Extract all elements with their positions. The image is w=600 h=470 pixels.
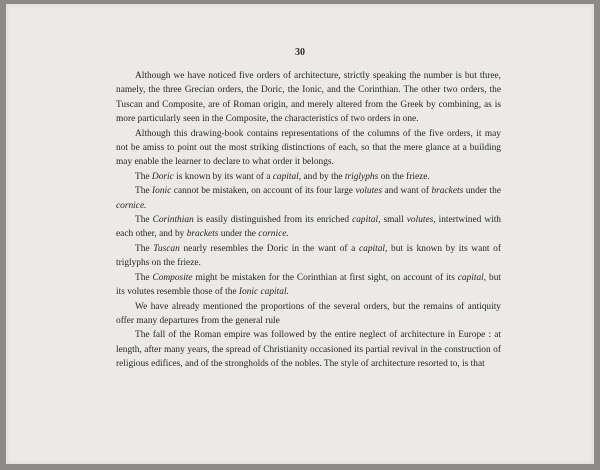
text-run: but its volutes resemble those of the <box>116 272 501 298</box>
paragraph <box>116 184 501 213</box>
text-run: We have already mentioned the proportions of the several orders, but the remains of antiquity offer many departures from the general rule <box>116 301 501 326</box>
paragraph <box>116 69 501 127</box>
text-run: on the frieze. <box>378 171 430 182</box>
italic-term: cornice. <box>258 229 289 240</box>
paragraph <box>116 300 501 329</box>
text-run: Although we have noticed five orders of architecture, strictly speaking the number is but three, namely, the three Grecian orders, the Doric, the Ionic, and the Corinthian. The other two orders, the Tuscan and Composite, are of Roman origin, and merely altered from the Greek by combining, as is more particularly seen in the Composite, the characteristics of two orders in one. <box>116 71 501 125</box>
italic-term: capital <box>272 171 299 182</box>
italic-term: volutes, <box>406 215 436 226</box>
italic-term: volutes <box>355 186 382 197</box>
italic-term: brackets <box>186 229 219 240</box>
text-run: The <box>135 171 152 182</box>
italic-term: Composite <box>152 272 193 283</box>
text-run: Although this drawing-book contains representations of the columns of the five orders, it may not be amiss to point out the most striking distinctions of each, so that the mere glance at a building may enable the learner to declare to what order it belongs. <box>116 128 501 168</box>
italic-term: Corinthian <box>152 215 194 226</box>
paragraph <box>116 170 501 184</box>
italic-term: Tuscan <box>153 243 180 254</box>
text-run: The <box>135 272 153 283</box>
italic-term: triglyphs <box>344 171 379 182</box>
text-run: The <box>135 243 154 254</box>
paragraph <box>116 271 501 300</box>
italic-term: brackets <box>431 186 464 197</box>
text-run: under the <box>463 186 501 197</box>
text-run: and want of <box>382 186 432 197</box>
text-run: small <box>380 215 407 226</box>
document-page <box>6 4 594 464</box>
italic-term: Ionic capital. <box>238 287 289 298</box>
italic-term: capital, <box>352 215 381 226</box>
text-run: under the <box>218 229 259 240</box>
text-run: nearly resembles the Doric in the want of a <box>179 243 359 254</box>
text-run: might be mistaken for the Corinthian at first sight, on account of its <box>192 272 458 283</box>
body-text <box>116 69 501 372</box>
text-run: cannot be mistaken, on account of its four large <box>171 186 356 197</box>
text-run: is easily distinguished from its enriched <box>193 215 353 226</box>
italic-term: capital, <box>457 272 487 283</box>
paragraph <box>116 242 501 271</box>
italic-term: capital, <box>359 243 388 254</box>
paragraph <box>116 127 501 170</box>
italic-term: Doric <box>151 171 174 182</box>
text-run: but is known by its want of triglyphs on the frieze. <box>116 243 501 269</box>
text-run: is known by its want of a <box>173 171 273 182</box>
italic-term: Ionic <box>152 186 172 197</box>
text-run: The <box>135 186 153 197</box>
text-run: , and by the <box>298 171 345 182</box>
paragraph <box>116 213 501 242</box>
text-run: The fall of the Roman empire was followed by the entire neglect of architecture in Europe : at length, after many years, the spread of Christianity occasioned its partial revival in the construction of religious edifices, and of the strongholds of the nobles. The style of architecture resorted to, is that <box>116 330 501 370</box>
text-run: intertwined with each other, and by <box>116 215 501 240</box>
italic-term: cornice. <box>116 200 147 211</box>
paragraph <box>116 328 501 371</box>
page-number: 30 <box>295 47 305 58</box>
text-run: The <box>135 215 153 226</box>
